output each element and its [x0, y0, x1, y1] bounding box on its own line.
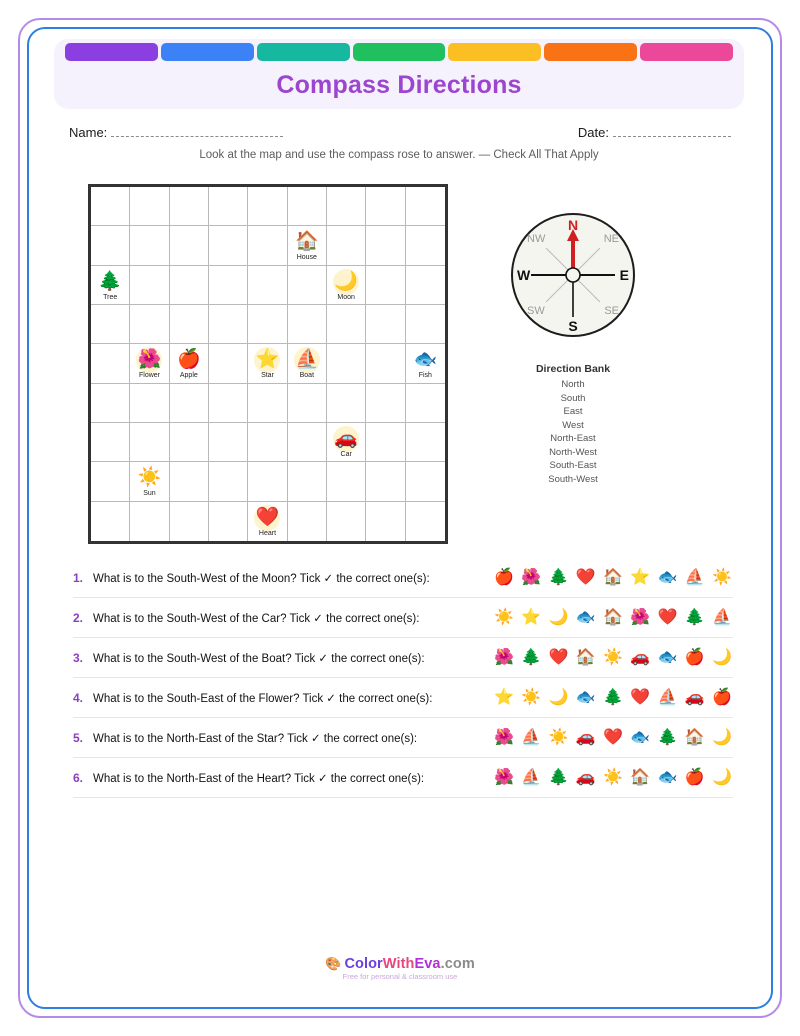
- map-cell-empty: [366, 462, 405, 501]
- map-cell-empty: [406, 423, 445, 462]
- map-cell-empty: [248, 462, 287, 501]
- map-cell-empty: [170, 423, 209, 462]
- option-tree-icon[interactable]: 🌲: [657, 728, 678, 746]
- compass-south-label: S: [568, 318, 578, 334]
- option-tree-icon[interactable]: 🌲: [521, 648, 542, 666]
- map-item-label: House: [296, 254, 317, 262]
- map-item-label: Star: [261, 372, 274, 380]
- option-apple-icon[interactable]: 🍎: [494, 568, 514, 586]
- option-house-icon[interactable]: 🏠: [575, 648, 596, 666]
- tree-icon: 🌲: [98, 270, 122, 292]
- color-strip-segment-6: [544, 43, 637, 61]
- map-cell-apple: [170, 344, 209, 383]
- option-heart-icon[interactable]: ❤️: [548, 648, 569, 666]
- question-number: 4.: [73, 690, 84, 705]
- map-cell-empty: [91, 226, 130, 265]
- option-flower-icon[interactable]: 🌺: [494, 648, 514, 666]
- option-star-icon[interactable]: ⭐: [494, 688, 514, 706]
- car-icon: 🚗: [333, 426, 359, 452]
- question-options: [483, 608, 733, 628]
- map-cell-boat: [288, 344, 327, 383]
- map-cell-empty: [91, 462, 130, 501]
- question-text: What is to the North-East of the Star? Tick ✓ the correct one(s):: [93, 732, 418, 745]
- heart-icon: ❤️: [254, 505, 280, 531]
- option-star-icon[interactable]: ⭐: [521, 608, 542, 626]
- questions-list: [73, 558, 733, 798]
- option-heart-icon[interactable]: ❤️: [603, 728, 623, 746]
- map-item-apple: [170, 347, 208, 379]
- map-cell-empty: [248, 384, 287, 423]
- map-cell-empty: [170, 305, 209, 344]
- map-cell-empty: [366, 344, 405, 383]
- map-item-flower: [130, 347, 168, 379]
- option-heart-icon[interactable]: ❤️: [657, 608, 678, 626]
- map-item-star: [248, 347, 286, 379]
- option-house-icon[interactable]: 🏠: [603, 608, 623, 626]
- map-cell-flower: [130, 344, 169, 383]
- option-boat-icon[interactable]: ⛵: [657, 688, 678, 706]
- option-flower-icon[interactable]: 🌺: [494, 768, 514, 786]
- color-strip-segment-3: [257, 43, 350, 61]
- map-cell-empty: [209, 266, 248, 305]
- option-tree-icon[interactable]: 🌲: [603, 688, 623, 706]
- map-cell-empty: [248, 423, 287, 462]
- direction-bank: [493, 363, 653, 486]
- map-cell-fish: [406, 344, 445, 383]
- footer-brand[interactable]: [31, 956, 769, 972]
- name-input-line[interactable]: [111, 126, 283, 137]
- option-boat-icon[interactable]: ⛵: [684, 568, 705, 586]
- option-car-icon[interactable]: 🚗: [630, 648, 651, 666]
- map-cell-empty: [288, 305, 327, 344]
- name-field-group: [69, 125, 283, 140]
- question-row: [73, 638, 733, 678]
- map-cell-empty: [366, 226, 405, 265]
- map-cell-tree: [91, 266, 130, 305]
- question-options: [483, 768, 733, 788]
- map-cell-empty: [91, 344, 130, 383]
- map-cell-empty: [327, 502, 366, 541]
- map-cell-empty: [170, 384, 209, 423]
- map-cell-empty: [327, 462, 366, 501]
- star-icon: ⭐: [254, 347, 280, 373]
- option-flower-icon[interactable]: 🌺: [630, 608, 651, 626]
- map-cell-empty: [288, 266, 327, 305]
- map-item-label: Sun: [143, 490, 156, 498]
- map-cell-empty: [209, 384, 248, 423]
- direction-bank-item-north-east: North-East: [550, 433, 596, 444]
- direction-bank-item-west: West: [562, 419, 584, 431]
- map-item-label: Heart: [258, 530, 277, 538]
- option-fish-icon[interactable]: 🐟: [657, 768, 678, 786]
- map-item-label: Tree: [103, 293, 118, 301]
- option-star-icon[interactable]: ⭐: [630, 568, 651, 586]
- option-moon-icon[interactable]: 🌙: [548, 688, 569, 706]
- map-cell-empty: [406, 384, 445, 423]
- map-cell-sun: [130, 462, 169, 501]
- map-cell-empty: [209, 344, 248, 383]
- map-cell-empty: [130, 384, 169, 423]
- map-cell-empty: [130, 187, 169, 226]
- map-item-boat: [288, 347, 326, 379]
- map-cell-empty: [130, 266, 169, 305]
- map-cell-empty: [288, 423, 327, 462]
- option-house-icon[interactable]: 🏠: [630, 768, 651, 786]
- flower-icon: 🌺: [136, 347, 162, 373]
- map-cell-empty: [130, 423, 169, 462]
- map-cell-empty: [327, 226, 366, 265]
- map-item-label: Boat: [299, 372, 315, 380]
- map-item-label: Flower: [138, 372, 160, 380]
- direction-bank-title: Direction Bank: [535, 363, 611, 375]
- compass-northwest-label: NW: [527, 233, 546, 245]
- map-cell-empty: [209, 187, 248, 226]
- option-apple-icon[interactable]: 🍎: [684, 648, 705, 666]
- option-fish-icon[interactable]: 🐟: [630, 728, 651, 746]
- map-cell-empty: [170, 187, 209, 226]
- option-car-icon[interactable]: 🚗: [684, 688, 705, 706]
- map-cell-empty: [366, 305, 405, 344]
- moon-icon: 🌙: [333, 269, 359, 295]
- map-cell-empty: [209, 305, 248, 344]
- option-moon-icon[interactable]: 🌙: [712, 768, 732, 786]
- map-cell-empty: [209, 502, 248, 541]
- brand-with-text: With: [382, 956, 415, 972]
- question-row: [73, 678, 733, 718]
- option-flower-icon[interactable]: 🌺: [494, 728, 514, 746]
- map-area: [88, 184, 448, 544]
- compass-northeast-label: NE: [603, 233, 619, 245]
- question-options: [483, 688, 733, 708]
- worksheet-sheet: [31, 31, 769, 1005]
- map-cell-empty: [288, 384, 327, 423]
- map-cell-empty: [130, 502, 169, 541]
- option-moon-icon[interactable]: 🌙: [712, 648, 732, 666]
- map-cell-empty: [170, 266, 209, 305]
- compass-area: [493, 213, 653, 486]
- option-sun-icon[interactable]: ☀️: [494, 608, 514, 626]
- map-item-moon: [327, 269, 365, 301]
- map-cell-empty: [327, 384, 366, 423]
- option-heart-icon[interactable]: ❤️: [630, 688, 651, 706]
- map-cell-empty: [91, 502, 130, 541]
- compass-southwest-label: SW: [527, 305, 545, 317]
- color-strip-segment-5: [448, 43, 541, 61]
- sun-icon: ☀️: [137, 467, 162, 489]
- direction-bank-item-south-west: South-West: [548, 473, 598, 485]
- option-car-icon[interactable]: 🚗: [575, 768, 596, 786]
- map-cell-empty: [366, 502, 405, 541]
- option-sun-icon[interactable]: ☀️: [521, 688, 542, 706]
- option-boat-icon[interactable]: ⛵: [521, 768, 542, 786]
- color-strip-segment-4: [353, 43, 446, 61]
- brand-color-text: Color: [344, 956, 383, 972]
- option-tree-icon[interactable]: 🌲: [548, 768, 569, 786]
- map-cell-empty: [406, 502, 445, 541]
- map-cell-heart: [248, 502, 287, 541]
- brand-com-text: .com: [440, 956, 475, 972]
- question-row: [73, 598, 733, 638]
- compass-west-label: W: [517, 267, 531, 283]
- option-heart-icon[interactable]: ❤️: [575, 568, 596, 586]
- map-cell-empty: [366, 384, 405, 423]
- map-cell-empty: [406, 187, 445, 226]
- map-cell-empty: [209, 462, 248, 501]
- palette-icon: 🎨: [325, 956, 342, 971]
- option-fish-icon[interactable]: 🐟: [575, 688, 596, 706]
- option-moon-icon[interactable]: 🌙: [712, 728, 732, 746]
- map-cell-empty: [170, 226, 209, 265]
- compass-rose: [511, 213, 635, 337]
- question-text: What is to the North-East of the Heart? Tick ✓ the correct one(s):: [93, 772, 425, 785]
- map-cell-car: [327, 423, 366, 462]
- map-cell-empty: [288, 187, 327, 226]
- option-boat-icon[interactable]: ⛵: [521, 728, 542, 746]
- footer-tagline: Free for personal & classroom use: [342, 972, 458, 981]
- map-cell-empty: [288, 462, 327, 501]
- option-fish-icon[interactable]: 🐟: [657, 648, 678, 666]
- map-cell-empty: [209, 226, 248, 265]
- date-field-group: [578, 125, 731, 140]
- footer: [31, 956, 769, 981]
- map-item-label: Car: [340, 451, 352, 459]
- question-text: What is to the South-West of the Moon? Tick ✓ the correct one(s):: [93, 572, 430, 585]
- option-fish-icon[interactable]: 🐟: [575, 608, 596, 626]
- direction-bank-item-south-east: South-East: [549, 460, 597, 471]
- boat-icon: ⛵: [294, 347, 320, 373]
- map-cell-empty: [406, 226, 445, 265]
- map-cell-empty: [130, 305, 169, 344]
- option-house-icon[interactable]: 🏠: [603, 568, 623, 586]
- question-row: [73, 558, 733, 598]
- decorative-color-strip: [65, 43, 733, 61]
- direction-bank-item-north: North: [561, 379, 585, 390]
- map-cell-moon: [327, 266, 366, 305]
- map-cell-empty: [327, 305, 366, 344]
- question-row: [73, 758, 733, 798]
- question-text: What is to the South-East of the Flower? Tick ✓ the correct one(s):: [93, 692, 433, 705]
- map-item-label: Moon: [337, 293, 355, 301]
- map-cell-empty: [91, 305, 130, 344]
- map-item-label: Fish: [418, 372, 432, 380]
- house-icon: 🏠: [294, 231, 319, 253]
- question-number: 3.: [73, 650, 84, 665]
- map-cell-empty: [406, 266, 445, 305]
- name-date-row: [69, 125, 731, 140]
- map-cell-empty: [366, 187, 405, 226]
- option-flower-icon[interactable]: 🌺: [521, 568, 542, 586]
- color-strip-segment-7: [640, 43, 733, 61]
- page-title: Compass Directions: [276, 71, 522, 99]
- name-label: Name:: [69, 125, 108, 140]
- compass-east-label: E: [619, 267, 629, 283]
- map-cell-empty: [248, 266, 287, 305]
- map-item-sun: [130, 465, 168, 497]
- option-sun-icon[interactable]: ☀️: [712, 568, 732, 586]
- option-sun-icon[interactable]: ☀️: [603, 648, 623, 666]
- fish-icon: 🐟: [413, 349, 438, 371]
- question-number: 5.: [73, 730, 84, 745]
- map-cell-empty: [248, 187, 287, 226]
- option-apple-icon[interactable]: 🍎: [684, 768, 705, 786]
- color-strip-segment-1: [65, 43, 158, 61]
- question-options: [483, 648, 733, 668]
- option-sun-icon[interactable]: ☀️: [603, 768, 623, 786]
- compass-north-label: N: [567, 217, 579, 233]
- question-options: [483, 728, 733, 748]
- brand-eva-text: Eva: [414, 956, 441, 972]
- direction-bank-item-south: South: [560, 392, 586, 404]
- map-cell-empty: [248, 226, 287, 265]
- option-boat-icon[interactable]: ⛵: [712, 608, 732, 626]
- option-house-icon[interactable]: 🏠: [684, 728, 705, 746]
- map-cell-empty: [406, 462, 445, 501]
- map-item-label: Apple: [179, 372, 198, 380]
- map-cell-empty: [327, 187, 366, 226]
- map-cell-star: [248, 344, 287, 383]
- direction-bank-list: [493, 378, 653, 486]
- option-tree-icon[interactable]: 🌲: [548, 568, 569, 586]
- option-fish-icon[interactable]: 🐟: [657, 568, 678, 586]
- color-strip-segment-2: [161, 43, 254, 61]
- option-apple-icon[interactable]: 🍎: [712, 688, 732, 706]
- direction-bank-item-east: East: [563, 406, 583, 417]
- apple-icon: 🍎: [176, 349, 201, 371]
- question-number: 2.: [73, 610, 84, 625]
- map-cell-empty: [366, 266, 405, 305]
- question-number: 6.: [73, 770, 84, 785]
- map-cell-empty: [366, 423, 405, 462]
- map-cell-empty: [209, 423, 248, 462]
- option-moon-icon[interactable]: 🌙: [548, 608, 569, 626]
- map-cell-empty: [170, 502, 209, 541]
- map-cell-empty: [406, 305, 445, 344]
- map-cell-empty: [288, 502, 327, 541]
- map-cell-empty: [170, 462, 209, 501]
- map-cell-empty: [327, 344, 366, 383]
- map-grid: [88, 184, 448, 544]
- map-cell-empty: [130, 226, 169, 265]
- date-input-line[interactable]: [613, 126, 731, 137]
- question-text: What is to the South-West of the Boat? Tick ✓ the correct one(s):: [93, 652, 425, 665]
- map-cell-empty: [91, 187, 130, 226]
- question-number: 1.: [73, 570, 84, 585]
- option-car-icon[interactable]: 🚗: [575, 728, 596, 746]
- question-options: [483, 568, 733, 588]
- map-item-house: [288, 229, 326, 261]
- map-cell-empty: [91, 384, 130, 423]
- question-text: What is to the South-West of the Car? Tick ✓ the correct one(s):: [93, 612, 420, 625]
- direction-bank-item-north-west: North-West: [549, 446, 597, 458]
- map-item-fish: [406, 347, 445, 379]
- option-sun-icon[interactable]: ☀️: [548, 728, 569, 746]
- option-tree-icon[interactable]: 🌲: [684, 608, 705, 626]
- map-item-heart: [248, 505, 286, 537]
- map-cell-empty: [91, 423, 130, 462]
- question-row: [73, 718, 733, 758]
- map-item-tree: [91, 269, 129, 301]
- map-cell-house: [288, 226, 327, 265]
- map-cell-empty: [248, 305, 287, 344]
- map-item-car: [327, 426, 365, 458]
- compass-southeast-label: SE: [604, 305, 619, 317]
- date-label: Date:: [577, 125, 609, 140]
- instructions-text: Look at the map and use the compass rose to answer. — Check All That Apply: [199, 149, 599, 161]
